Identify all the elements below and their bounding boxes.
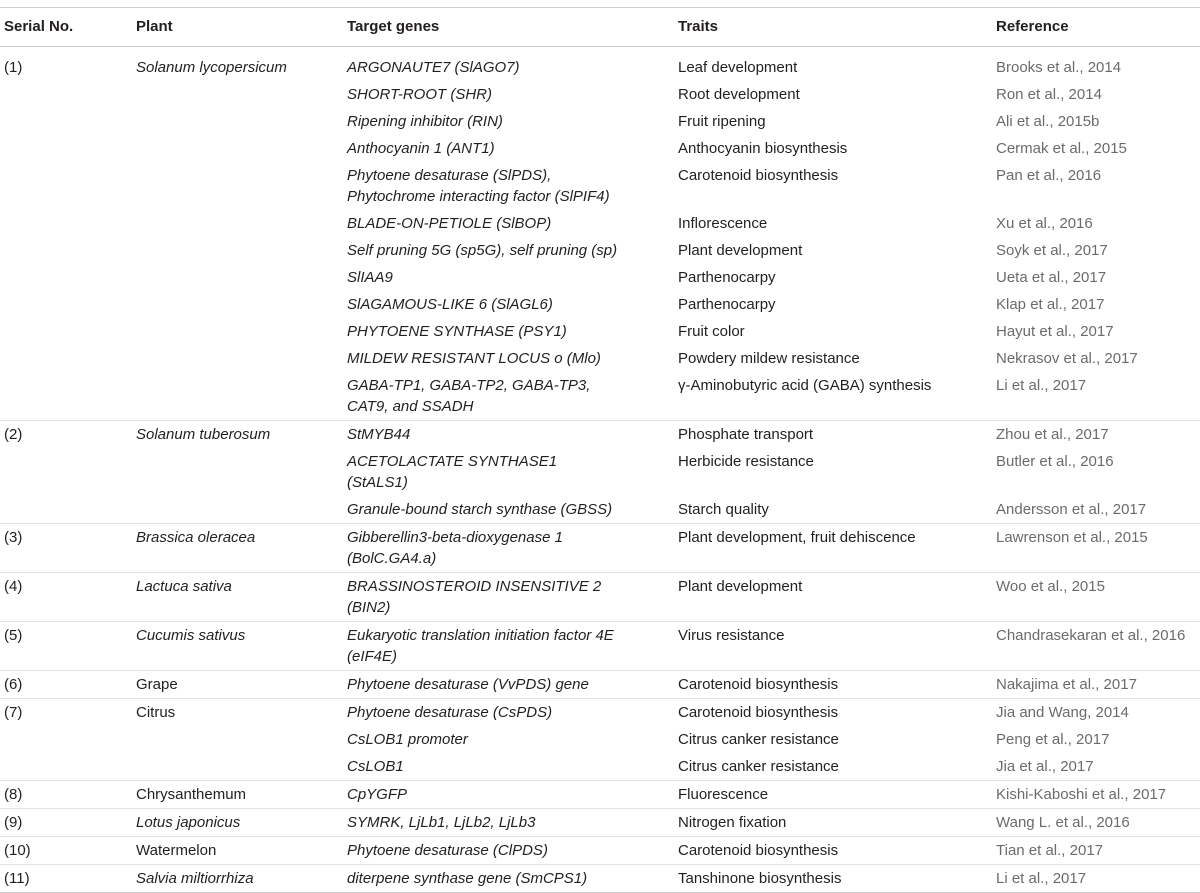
reference-cell: Peng et al., 2017 xyxy=(996,731,1110,748)
target-gene-line: StMYB44 xyxy=(347,426,411,443)
target-gene-line: (eIF4E) xyxy=(347,648,398,665)
trait-cell: Root development xyxy=(678,86,800,103)
table-row xyxy=(0,237,1200,264)
reference-cell: Li et al., 2017 xyxy=(992,865,1200,893)
target-gene-cell xyxy=(343,699,674,727)
serial-cell: (6) xyxy=(0,671,132,699)
serial-cell xyxy=(0,753,132,781)
target-gene-cell xyxy=(343,865,674,893)
trait-cell: γ-Aminobutyric acid (GABA) synthesis xyxy=(678,377,932,394)
plant-cell: Brassica oleracea xyxy=(132,524,343,573)
reference-cell: Brooks et al., 2014 xyxy=(996,59,1122,76)
reference-cell: Klap et al., 2017 xyxy=(996,296,1105,313)
target-gene-line: PHYTOENE SYNTHASE (PSY1) xyxy=(347,323,567,340)
plant-cell xyxy=(132,237,343,264)
target-gene-cell xyxy=(343,448,674,496)
serial-cell xyxy=(0,210,132,237)
target-gene-cell xyxy=(343,671,674,699)
reference-cell: Pan et al., 2016 xyxy=(996,167,1102,184)
trait-cell: Citrus canker resistance xyxy=(678,731,839,748)
target-gene-line: Granule-bound starch synthase (GBSS) xyxy=(347,501,613,518)
target-gene-cell xyxy=(343,421,674,449)
serial-cell: (9) xyxy=(0,809,132,837)
target-gene-cell xyxy=(343,622,674,671)
table-row xyxy=(0,496,1200,524)
reference-cell: Ueta et al., 2017 xyxy=(996,269,1107,286)
target-gene-cell xyxy=(343,496,674,524)
target-gene-cell xyxy=(343,135,674,162)
reference-cell: Nekrasov et al., 2017 xyxy=(996,350,1138,367)
reference-cell: Lawrenson et al., 2015 xyxy=(992,524,1200,573)
target-gene-line: diterpene synthase gene (SmCPS1) xyxy=(347,870,588,887)
serial-cell: (8) xyxy=(0,781,132,809)
reference-cell: Kishi-Kaboshi et al., 2017 xyxy=(992,781,1200,809)
reference-cell: Hayut et al., 2017 xyxy=(996,323,1114,340)
reference-cell: Chandrasekaran et al., 2016 xyxy=(992,622,1200,671)
reference-cell: Tian et al., 2017 xyxy=(992,837,1200,865)
target-gene-line: CsLOB1 promoter xyxy=(347,731,468,748)
table-row xyxy=(0,135,1200,162)
serial-cell: (4) xyxy=(0,573,132,622)
table-row xyxy=(0,699,1200,727)
plant-cell xyxy=(132,372,343,421)
reference-cell: Ron et al., 2014 xyxy=(996,86,1102,103)
reference-cell: Xu et al., 2016 xyxy=(996,215,1093,232)
table-row xyxy=(0,837,1200,865)
target-gene-cell xyxy=(343,291,674,318)
target-gene-line: SlIAA9 xyxy=(347,269,393,286)
plant-cell xyxy=(132,108,343,135)
plant-cell: Chrysanthemum xyxy=(132,781,343,809)
reference-cell: Wang L. et al., 2016 xyxy=(992,809,1200,837)
reference-cell: Zhou et al., 2017 xyxy=(992,421,1200,449)
plant-cell xyxy=(132,318,343,345)
target-gene-line: Self pruning 5G (sp5G), self pruning (sp) xyxy=(347,242,618,259)
trait-cell: Tanshinone biosynthesis xyxy=(674,865,992,893)
plant-cell xyxy=(132,291,343,318)
target-gene-cell xyxy=(343,47,674,82)
reference-cell: Soyk et al., 2017 xyxy=(996,242,1108,259)
plant-cell xyxy=(132,81,343,108)
header-traits: Traits xyxy=(678,18,719,35)
target-gene-line: ACETOLACTATE SYNTHASE1 xyxy=(347,453,558,470)
header-target-genes: Target genes xyxy=(347,18,440,35)
reference-cell: Li et al., 2017 xyxy=(996,377,1087,394)
serial-cell xyxy=(0,162,132,210)
reference-cell: Butler et al., 2016 xyxy=(996,453,1114,470)
trait-cell: Carotenoid biosynthesis xyxy=(674,699,992,727)
table-row xyxy=(0,345,1200,372)
reference-cell: Jia and Wang, 2014 xyxy=(992,699,1200,727)
target-gene-cell xyxy=(343,210,674,237)
target-gene-cell xyxy=(343,573,674,622)
table-row xyxy=(0,264,1200,291)
plant-cell xyxy=(132,162,343,210)
serial-cell xyxy=(0,81,132,108)
target-gene-line: SYMRK, LjLb1, LjLb2, LjLb3 xyxy=(347,814,536,831)
serial-cell xyxy=(0,291,132,318)
target-gene-cell xyxy=(343,837,674,865)
plant-cell: Solanum tuberosum xyxy=(132,421,343,449)
target-gene-line: CAT9, and SSADH xyxy=(347,398,474,415)
target-gene-cell xyxy=(343,753,674,781)
trait-cell: Starch quality xyxy=(678,501,769,518)
target-gene-cell xyxy=(343,781,674,809)
trait-cell: Anthocyanin biosynthesis xyxy=(678,140,848,157)
header-serial-no: Serial No. xyxy=(4,18,74,35)
target-gene-line: SlAGAMOUS-LIKE 6 (SlAGL6) xyxy=(347,296,553,313)
plant-cell xyxy=(132,496,343,524)
target-gene-line: BLADE-ON-PETIOLE (SlBOP) xyxy=(347,215,552,232)
trait-cell: Plant development, fruit dehiscence xyxy=(674,524,992,573)
target-gene-line: Eukaryotic translation initiation factor 4E xyxy=(347,627,614,644)
gene-editing-table xyxy=(0,7,1200,893)
table-row xyxy=(0,372,1200,421)
target-gene-line: GABA-TP1, GABA-TP2, GABA-TP3, xyxy=(347,377,591,394)
plant-cell: Cucumis sativus xyxy=(132,622,343,671)
trait-cell: Carotenoid biosynthesis xyxy=(678,167,839,184)
header-reference: Reference xyxy=(996,18,1069,35)
serial-cell xyxy=(0,372,132,421)
table-row xyxy=(0,210,1200,237)
plant-cell: Solanum lycopersicum xyxy=(136,59,287,76)
table-row xyxy=(0,622,1200,671)
serial-cell xyxy=(0,345,132,372)
table-row xyxy=(0,753,1200,781)
trait-cell: Fruit ripening xyxy=(678,113,766,130)
target-gene-line: Phytoene desaturase (ClPDS) xyxy=(347,842,548,859)
table-row xyxy=(0,809,1200,837)
plant-cell: Lotus japonicus xyxy=(132,809,343,837)
target-gene-line: Ripening inhibitor (RIN) xyxy=(347,113,503,130)
serial-cell: (11) xyxy=(0,865,132,893)
table-row xyxy=(0,524,1200,573)
reference-cell: Cermak et al., 2015 xyxy=(996,140,1127,157)
target-gene-line: CsLOB1 xyxy=(347,758,404,775)
target-gene-line: BRASSINOSTEROID INSENSITIVE 2 xyxy=(347,578,602,595)
plant-cell: Citrus xyxy=(132,699,343,727)
target-gene-line: (StALS1) xyxy=(347,474,408,491)
plant-cell: Lactuca sativa xyxy=(132,573,343,622)
trait-cell: Carotenoid biosynthesis xyxy=(674,671,992,699)
trait-cell: Fluorescence xyxy=(674,781,992,809)
target-gene-line: (BolC.GA4.a) xyxy=(347,550,437,567)
trait-cell: Phosphate transport xyxy=(674,421,992,449)
serial-cell: (3) xyxy=(0,524,132,573)
trait-cell: Herbicide resistance xyxy=(678,453,814,470)
plant-cell xyxy=(132,726,343,753)
plant-cell xyxy=(132,448,343,496)
table-row xyxy=(0,421,1200,449)
table-row xyxy=(0,781,1200,809)
plant-cell xyxy=(132,753,343,781)
target-gene-line: MILDEW RESISTANT LOCUS o (Mlo) xyxy=(347,350,601,367)
table-body xyxy=(0,47,1200,893)
plant-cell: Salvia miltiorrhiza xyxy=(132,865,343,893)
target-gene-line: ARGONAUTE7 (SlAGO7) xyxy=(347,59,520,76)
table-row xyxy=(0,108,1200,135)
target-gene-cell xyxy=(343,81,674,108)
trait-cell: Parthenocarpy xyxy=(678,269,776,286)
target-gene-cell xyxy=(343,162,674,210)
target-gene-cell xyxy=(343,237,674,264)
serial-cell: (7) xyxy=(0,699,132,727)
trait-cell: Carotenoid biosynthesis xyxy=(674,837,992,865)
serial-cell xyxy=(0,135,132,162)
target-gene-line: Gibberellin3-beta-dioxygenase 1 xyxy=(347,529,563,546)
trait-cell: Fruit color xyxy=(678,323,745,340)
serial-cell: (2) xyxy=(0,421,132,449)
table-row xyxy=(0,865,1200,893)
serial-cell xyxy=(0,726,132,753)
target-gene-line: Phytoene desaturase (CsPDS) xyxy=(347,704,553,721)
target-gene-line: (BIN2) xyxy=(347,599,391,616)
reference-cell: Nakajima et al., 2017 xyxy=(992,671,1200,699)
table-row xyxy=(0,671,1200,699)
table-row xyxy=(0,448,1200,496)
reference-cell: Jia et al., 2017 xyxy=(996,758,1094,775)
trait-cell: Citrus canker resistance xyxy=(678,758,839,775)
trait-cell: Nitrogen fixation xyxy=(674,809,992,837)
target-gene-line: Phytoene desaturase (VvPDS) gene xyxy=(347,676,589,693)
trait-cell: Plant development xyxy=(678,242,803,259)
trait-cell: Inflorescence xyxy=(678,215,768,232)
trait-cell: Leaf development xyxy=(678,59,798,76)
target-gene-cell xyxy=(343,726,674,753)
table-row xyxy=(0,162,1200,210)
serial-cell xyxy=(0,448,132,496)
table-header-row xyxy=(0,8,1200,47)
target-gene-line: SHORT-ROOT (SHR) xyxy=(347,86,493,103)
trait-cell: Parthenocarpy xyxy=(678,296,776,313)
plant-cell xyxy=(132,264,343,291)
target-gene-line: CpYGFP xyxy=(347,786,408,803)
header-plant: Plant xyxy=(136,18,173,35)
serial-cell xyxy=(0,264,132,291)
target-gene-cell xyxy=(343,809,674,837)
target-gene-cell xyxy=(343,345,674,372)
trait-cell: Virus resistance xyxy=(674,622,992,671)
table-row xyxy=(0,291,1200,318)
table-row xyxy=(0,318,1200,345)
trait-cell: Plant development xyxy=(674,573,992,622)
table-row xyxy=(0,573,1200,622)
trait-cell: Powdery mildew resistance xyxy=(678,350,860,367)
target-gene-line: Phytoene desaturase (SlPDS), xyxy=(347,167,552,184)
plant-cell xyxy=(132,345,343,372)
table-row xyxy=(0,47,1200,82)
plant-cell: Watermelon xyxy=(132,837,343,865)
reference-cell: Andersson et al., 2017 xyxy=(996,501,1147,518)
serial-cell xyxy=(0,496,132,524)
reference-cell: Woo et al., 2015 xyxy=(992,573,1200,622)
serial-cell: (1) xyxy=(4,59,23,76)
target-gene-cell xyxy=(343,524,674,573)
table-row xyxy=(0,726,1200,753)
target-gene-cell xyxy=(343,318,674,345)
serial-cell: (5) xyxy=(0,622,132,671)
serial-cell xyxy=(0,318,132,345)
target-gene-cell xyxy=(343,108,674,135)
plant-cell xyxy=(132,210,343,237)
reference-cell: Ali et al., 2015b xyxy=(996,113,1100,130)
target-gene-line: Phytochrome interacting factor (SlPIF4) xyxy=(347,188,610,205)
serial-cell xyxy=(0,108,132,135)
plant-cell: Grape xyxy=(132,671,343,699)
plant-cell xyxy=(132,135,343,162)
target-gene-cell xyxy=(343,264,674,291)
target-gene-cell xyxy=(343,372,674,421)
table-row xyxy=(0,81,1200,108)
serial-cell: (10) xyxy=(0,837,132,865)
target-gene-line: Anthocyanin 1 (ANT1) xyxy=(347,140,495,157)
serial-cell xyxy=(0,237,132,264)
